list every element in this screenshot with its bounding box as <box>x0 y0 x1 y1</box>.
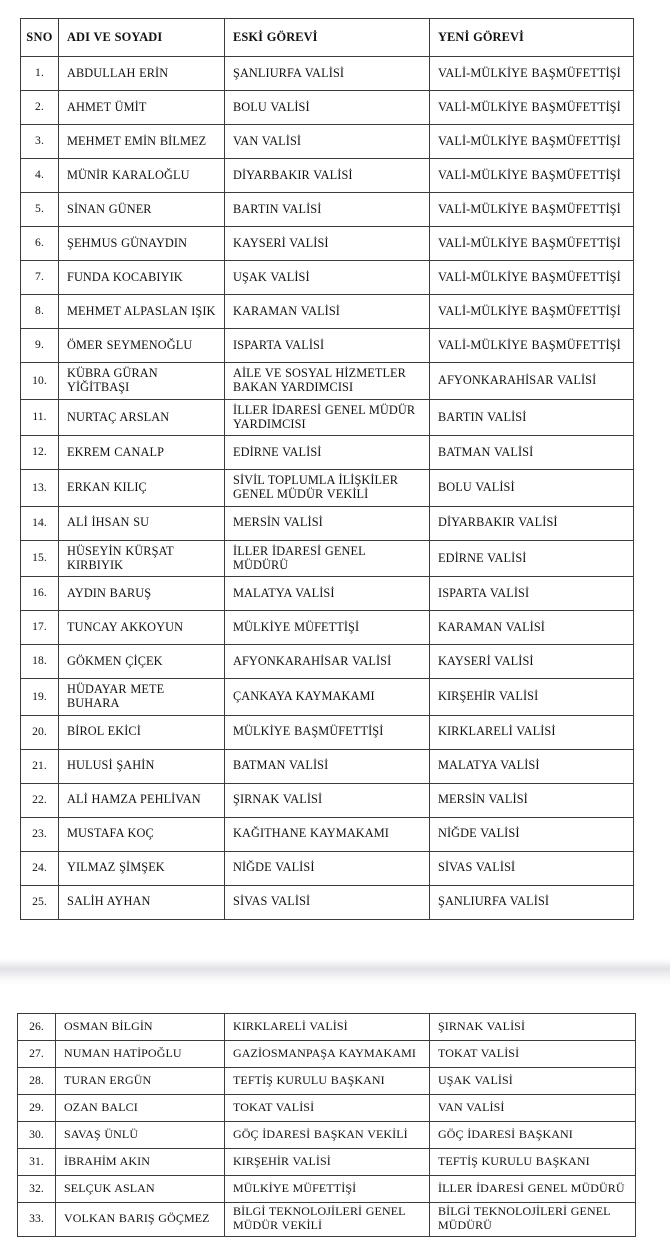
table-row <box>21 159 634 193</box>
cell-new-post: VALİ-MÜLKİYE BAŞMÜFETTİŞİ <box>430 159 634 193</box>
cell-sno: 12. <box>21 436 59 470</box>
cell-new-post: EDİRNE VALİSİ <box>430 540 634 577</box>
scan-image-page-2 <box>0 986 670 1254</box>
cell-sno: 21. <box>21 749 59 783</box>
table-row <box>21 817 634 851</box>
table-row <box>21 749 634 783</box>
cell-new-post: BARTIN VALİSİ <box>430 399 634 436</box>
table-row <box>18 1068 636 1095</box>
cell-sno: 3. <box>21 125 59 159</box>
cell-full-name: ABDULLAH ERİN <box>59 57 225 91</box>
cell-new-post: VALİ-MÜLKİYE BAŞMÜFETTİŞİ <box>430 329 634 363</box>
cell-sno: 19. <box>21 679 59 716</box>
cell-new-post: DİYARBAKIR VALİSİ <box>430 506 634 540</box>
cell-sno: 1. <box>21 57 59 91</box>
table-row <box>21 885 634 919</box>
table-row <box>21 851 634 885</box>
cell-sno: 29. <box>18 1095 56 1122</box>
cell-old-post: TEFTİŞ KURULU BAŞKANI <box>225 1068 430 1095</box>
cell-full-name: VOLKAN BARIŞ GÖÇMEZ <box>56 1203 225 1237</box>
cell-old-post: SİVİL TOPLUMLA İLİŞKİLER GENEL MÜDÜR VEKİLİ <box>225 470 430 507</box>
cell-old-post: AİLE VE SOSYAL HİZMETLER BAKAN YARDIMCISI <box>225 363 430 400</box>
cell-sno: 30. <box>18 1122 56 1149</box>
cell-new-post: ŞANLIURFA VALİSİ <box>430 885 634 919</box>
cell-old-post: UŞAK VALİSİ <box>225 261 430 295</box>
cell-new-post: ŞIRNAK VALİSİ <box>430 1014 636 1041</box>
table-row <box>21 91 634 125</box>
cell-sno: 11. <box>21 399 59 436</box>
appointments-table-part-2 <box>17 1013 636 1237</box>
cell-sno: 27. <box>18 1041 56 1068</box>
cell-full-name: AYDIN BARUŞ <box>59 577 225 611</box>
cell-new-post: TOKAT VALİSİ <box>430 1041 636 1068</box>
cell-full-name: OSMAN BİLGİN <box>56 1014 225 1041</box>
cell-full-name: HULUSİ ŞAHİN <box>59 749 225 783</box>
cell-old-post: BİLGİ TEKNOLOJİLERİ GENEL MÜDÜR VEKİLİ <box>225 1203 430 1237</box>
cell-new-post: VALİ-MÜLKİYE BAŞMÜFETTİŞİ <box>430 193 634 227</box>
table-row <box>18 1149 636 1176</box>
cell-old-post: GÖÇ İDARESİ BAŞKAN VEKİLİ <box>225 1122 430 1149</box>
cell-old-post: GAZİOSMANPAŞA KAYMAKAMI <box>225 1041 430 1068</box>
table-row <box>21 715 634 749</box>
cell-sno: 15. <box>21 540 59 577</box>
table-header <box>21 19 634 57</box>
column-header-old-post: ESKİ GÖREVİ <box>225 19 430 57</box>
cell-old-post: MÜLKİYE BAŞMÜFETTİŞİ <box>225 715 430 749</box>
cell-full-name: ÖMER SEYMENOĞLU <box>59 329 225 363</box>
table-row <box>18 1122 636 1149</box>
column-header-name: ADI VE SOYADI <box>59 19 225 57</box>
cell-sno: 2. <box>21 91 59 125</box>
cell-sno: 23. <box>21 817 59 851</box>
cell-sno: 17. <box>21 611 59 645</box>
table-row <box>21 261 634 295</box>
cell-sno: 20. <box>21 715 59 749</box>
cell-old-post: ŞIRNAK VALİSİ <box>225 783 430 817</box>
table-row <box>21 436 634 470</box>
cell-new-post: TEFTİŞ KURULU BAŞKANI <box>430 1149 636 1176</box>
cell-full-name: SALİH AYHAN <box>59 885 225 919</box>
cell-new-post: VALİ-MÜLKİYE BAŞMÜFETTİŞİ <box>430 227 634 261</box>
cell-old-post: MÜLKİYE MÜFETTİŞİ <box>225 1176 430 1203</box>
table-row <box>18 1203 636 1237</box>
cell-new-post: VAN VALİSİ <box>430 1095 636 1122</box>
table-row <box>18 1176 636 1203</box>
cell-sno: 24. <box>21 851 59 885</box>
cell-full-name: TUNCAY AKKOYUN <box>59 611 225 645</box>
table-row <box>21 679 634 716</box>
cell-full-name: ALİ HAMZA PEHLİVAN <box>59 783 225 817</box>
cell-new-post: SİVAS VALİSİ <box>430 851 634 885</box>
cell-full-name: SAVAŞ ÜNLÜ <box>56 1122 225 1149</box>
table-row <box>18 1014 636 1041</box>
cell-old-post: AFYONKARAHİSAR VALİSİ <box>225 645 430 679</box>
cell-old-post: NİĞDE VALİSİ <box>225 851 430 885</box>
cell-new-post: MALATYA VALİSİ <box>430 749 634 783</box>
table-row <box>21 227 634 261</box>
cell-old-post: İLLER İDARESİ GENEL MÜDÜR YARDIMCISI <box>225 399 430 436</box>
table-row <box>18 1041 636 1068</box>
table-row <box>21 193 634 227</box>
cell-full-name: ALİ İHSAN SU <box>59 506 225 540</box>
cell-old-post: ISPARTA VALİSİ <box>225 329 430 363</box>
table-body-part-1 <box>21 57 634 920</box>
cell-old-post: DİYARBAKIR VALİSİ <box>225 159 430 193</box>
cell-new-post: KIRŞEHİR VALİSİ <box>430 679 634 716</box>
cell-full-name: NUMAN HATİPOĞLU <box>56 1041 225 1068</box>
cell-sno: 4. <box>21 159 59 193</box>
cell-old-post: EDİRNE VALİSİ <box>225 436 430 470</box>
cell-new-post: İLLER İDARESİ GENEL MÜDÜRÜ <box>430 1176 636 1203</box>
cell-old-post: BOLU VALİSİ <box>225 91 430 125</box>
cell-old-post: VAN VALİSİ <box>225 125 430 159</box>
cell-new-post: UŞAK VALİSİ <box>430 1068 636 1095</box>
cell-full-name: MUSTAFA KOÇ <box>59 817 225 851</box>
cell-new-post: VALİ-MÜLKİYE BAŞMÜFETTİŞİ <box>430 125 634 159</box>
column-header-new-post: YENİ GÖREVİ <box>430 19 634 57</box>
cell-full-name: HÜDAYAR METE BUHARA <box>59 679 225 716</box>
cell-full-name: HÜSEYİN KÜRŞAT KIRBIYIK <box>59 540 225 577</box>
cell-new-post: KAYSERİ VALİSİ <box>430 645 634 679</box>
cell-old-post: BARTIN VALİSİ <box>225 193 430 227</box>
cell-full-name: TURAN ERGÜN <box>56 1068 225 1095</box>
cell-full-name: SELÇUK ASLAN <box>56 1176 225 1203</box>
table-row <box>21 577 634 611</box>
cell-full-name: OZAN BALCI <box>56 1095 225 1122</box>
table-row <box>21 125 634 159</box>
cell-sno: 22. <box>21 783 59 817</box>
column-header-sno: SNO <box>21 19 59 57</box>
table-body-part-2 <box>18 1014 636 1237</box>
cell-full-name: EKREM CANALP <box>59 436 225 470</box>
cell-old-post: SİVAS VALİSİ <box>225 885 430 919</box>
cell-sno: 7. <box>21 261 59 295</box>
cell-sno: 10. <box>21 363 59 400</box>
cell-sno: 16. <box>21 577 59 611</box>
cell-sno: 31. <box>18 1149 56 1176</box>
cell-new-post: MERSİN VALİSİ <box>430 783 634 817</box>
cell-new-post: VALİ-MÜLKİYE BAŞMÜFETTİŞİ <box>430 91 634 125</box>
cell-new-post: VALİ-MÜLKİYE BAŞMÜFETTİŞİ <box>430 57 634 91</box>
table-row <box>21 611 634 645</box>
table-row <box>21 506 634 540</box>
table-row <box>21 295 634 329</box>
cell-old-post: MERSİN VALİSİ <box>225 506 430 540</box>
table-header-row <box>21 19 634 57</box>
cell-old-post: TOKAT VALİSİ <box>225 1095 430 1122</box>
cell-new-post: ISPARTA VALİSİ <box>430 577 634 611</box>
cell-sno: 6. <box>21 227 59 261</box>
appointments-table-part-1 <box>20 18 634 920</box>
cell-new-post: BATMAN VALİSİ <box>430 436 634 470</box>
cell-sno: 14. <box>21 506 59 540</box>
cell-old-post: BATMAN VALİSİ <box>225 749 430 783</box>
cell-new-post: KIRKLARELİ VALİSİ <box>430 715 634 749</box>
cell-old-post: KIRKLARELİ VALİSİ <box>225 1014 430 1041</box>
cell-new-post: BİLGİ TEKNOLOJİLERİ GENEL MÜDÜRÜ <box>430 1203 636 1237</box>
cell-sno: 8. <box>21 295 59 329</box>
table-row <box>21 329 634 363</box>
cell-full-name: NURTAÇ ARSLAN <box>59 399 225 436</box>
table-row <box>18 1095 636 1122</box>
cell-full-name: GÖKMEN ÇİÇEK <box>59 645 225 679</box>
cell-old-post: İLLER İDARESİ GENEL MÜDÜRÜ <box>225 540 430 577</box>
cell-new-post: AFYONKARAHİSAR VALİSİ <box>430 363 634 400</box>
table-row <box>21 363 634 400</box>
cell-sno: 13. <box>21 470 59 507</box>
cell-sno: 26. <box>18 1014 56 1041</box>
cell-sno: 33. <box>18 1203 56 1237</box>
cell-old-post: KIRŞEHİR VALİSİ <box>225 1149 430 1176</box>
cell-full-name: MÜNİR KARALOĞLU <box>59 159 225 193</box>
cell-full-name: MEHMET EMİN BİLMEZ <box>59 125 225 159</box>
table-row <box>21 540 634 577</box>
cell-full-name: YILMAZ ŞİMŞEK <box>59 851 225 885</box>
cell-full-name: MEHMET ALPASLAN IŞIK <box>59 295 225 329</box>
cell-full-name: BİROL EKİCİ <box>59 715 225 749</box>
cell-new-post: BOLU VALİSİ <box>430 470 634 507</box>
cell-full-name: SİNAN GÜNER <box>59 193 225 227</box>
cell-full-name: AHMET ÜMİT <box>59 91 225 125</box>
cell-full-name: FUNDA KOCABIYIK <box>59 261 225 295</box>
table-row <box>21 399 634 436</box>
cell-sno: 9. <box>21 329 59 363</box>
table-row <box>21 645 634 679</box>
cell-old-post: KAYSERİ VALİSİ <box>225 227 430 261</box>
cell-new-post: NİĞDE VALİSİ <box>430 817 634 851</box>
cell-old-post: ÇANKAYA KAYMAKAMI <box>225 679 430 716</box>
cell-full-name: İBRAHİM AKIN <box>56 1149 225 1176</box>
cell-sno: 25. <box>21 885 59 919</box>
cell-new-post: VALİ-MÜLKİYE BAŞMÜFETTİŞİ <box>430 295 634 329</box>
cell-old-post: MÜLKİYE MÜFETTİŞİ <box>225 611 430 645</box>
cell-sno: 18. <box>21 645 59 679</box>
cell-old-post: KAĞITHANE KAYMAKAMI <box>225 817 430 851</box>
cell-full-name: ERKAN KILIÇ <box>59 470 225 507</box>
cell-sno: 5. <box>21 193 59 227</box>
cell-old-post: MALATYA VALİSİ <box>225 577 430 611</box>
cell-old-post: ŞANLIURFA VALİSİ <box>225 57 430 91</box>
cell-new-post: GÖÇ İDARESİ BAŞKANI <box>430 1122 636 1149</box>
cell-full-name: ŞEHMUS GÜNAYDIN <box>59 227 225 261</box>
cell-full-name: KÜBRA GÜRAN YİĞİTBAŞI <box>59 363 225 400</box>
cell-new-post: KARAMAN VALİSİ <box>430 611 634 645</box>
table-row <box>21 57 634 91</box>
table-row <box>21 470 634 507</box>
cell-sno: 32. <box>18 1176 56 1203</box>
cell-sno: 28. <box>18 1068 56 1095</box>
cell-old-post: KARAMAN VALİSİ <box>225 295 430 329</box>
cell-new-post: VALİ-MÜLKİYE BAŞMÜFETTİŞİ <box>430 261 634 295</box>
scan-image-separator <box>0 958 670 986</box>
table-row <box>21 783 634 817</box>
